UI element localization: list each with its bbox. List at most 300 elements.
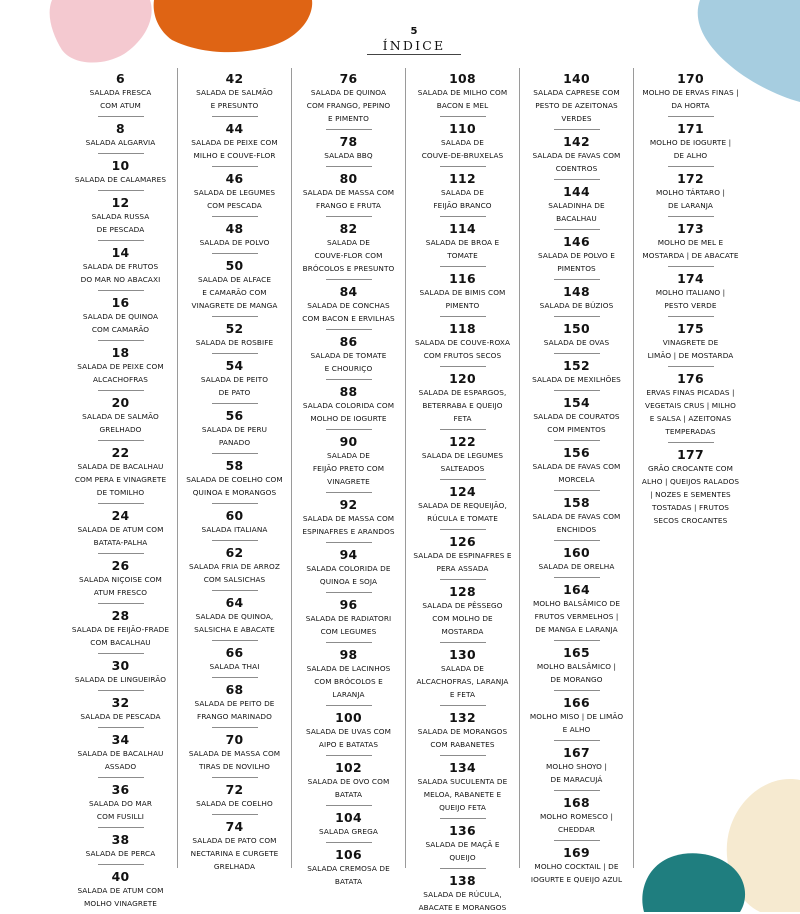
index-entry-page: 126 [449,534,476,549]
entry-separator [668,316,714,317]
index-entry [634,272,747,317]
index-entry-title-line: SALADA DE FEIJÃO-FRADE [71,625,170,634]
index-entry-title-line: SALADA DE MASSA COM [302,188,395,197]
index-column-4 [406,72,519,914]
index-entry-title-line: DE TOMILHO [96,488,145,497]
index-entry [520,235,633,280]
index-entry-title-line: FEIJÃO PRETO COM [312,464,385,473]
index-entry-title-line: MOLHO ROMESCO | [539,812,614,821]
index-entry-title-line: SALADA DE MAÇÃ E [425,840,500,849]
index-entry-page: 60 [225,508,244,523]
index-entry-page: 70 [225,732,244,747]
entry-separator [212,316,258,317]
index-entry-title-line: SECOS CROCANTES [653,516,728,525]
index-entry-page: 36 [111,782,130,797]
index-entry [178,72,291,117]
index-entry-title-line: LARANJA [332,690,365,699]
index-entry-title-line: ESPINAFRES E ARANDOS [302,527,395,536]
index-entry-title-line: SALADA DE CALAMARES [74,175,167,184]
entry-separator [326,842,372,843]
index-entry-title-line: SALADA DE FAVAS COM [532,151,621,160]
index-entry [64,870,177,910]
index-entry-title-line: SALADA FRESCA [89,88,152,97]
index-entry-title-line: MELOA, RABANETE E [423,790,502,799]
index-entry-page: 48 [225,221,244,236]
index-entry-title-line: | NOZES E SEMENTES [650,490,731,499]
index-entry-page: 150 [563,321,590,336]
index-entry [178,509,291,541]
index-entry-title-line: SALTEADOS [440,464,485,473]
index-entry-page: 64 [225,595,244,610]
index-entry [64,559,177,604]
index-entry-page: 98 [339,647,358,662]
index-entry [178,259,291,317]
index-entry-page: 100 [335,710,362,725]
index-entry [292,385,405,430]
index-entry [406,222,519,267]
index-entry-title-line: COENTROS [555,164,598,173]
index-entry-title-line: FETA [453,414,472,423]
entry-separator [212,403,258,404]
index-entry-title-line: FEIJÃO BRANCO [433,201,492,210]
entry-separator [326,642,372,643]
index-entry-page: 116 [449,271,476,286]
index-entry [292,498,405,543]
index-entry-title-line: COUVE-DE-BRUXELAS [421,151,504,160]
index-entry [292,848,405,888]
index-entry-title-line: MOLHO DE IOGURTE | [649,138,732,147]
index-entry-title-line: SALADA DE LEGUMES [421,451,504,460]
entry-separator [98,290,144,291]
entry-separator [440,166,486,167]
index-entry-title-line: TOMATE [447,251,478,260]
index-entry-title-line: BETERRABA E QUEIJO [422,401,503,410]
index-entry-page: 22 [111,445,130,460]
index-entry-page: 44 [225,121,244,136]
index-column-5 [520,72,633,886]
index-entry-page: 136 [449,823,476,838]
index-entry-page: 108 [449,71,476,86]
index-entry [64,296,177,341]
index-entry-title-line: SALADA DE BÚZIOS [539,301,614,310]
index-entry-title-line: BACON E MEL [436,101,489,110]
index-entry-page: 54 [225,358,244,373]
index-entry-page: 177 [677,447,704,462]
index-entry [64,122,177,154]
index-entry-page: 138 [449,873,476,888]
index-entry [406,172,519,217]
index-entry-title-line: MOLHO DE MEL E [657,238,724,247]
index-entry-title-line: SALADA DE PEIXE COM [77,362,164,371]
index-entry-title-line: SALADA DE MILHO COM [417,88,508,97]
index-entry [64,609,177,654]
index-entry [406,72,519,117]
entry-separator [554,179,600,180]
index-entry-title-line: SALADA DE COUVE-ROXA [414,338,511,347]
index-entry-title-line: SALADA ITALIANA [201,525,268,534]
index-entry [178,222,291,254]
index-entry [634,72,747,117]
index-entry-page: 84 [339,284,358,299]
entry-separator [212,677,258,678]
index-entry-page: 124 [449,484,476,499]
index-entry-title-line: SALADA DE MEXILHÕES [532,375,621,384]
index-entry-page: 152 [563,358,590,373]
entry-separator [98,440,144,441]
index-entry-page: 56 [225,408,244,423]
index-entry-title-line: IOGURTE E QUEIJO AZUL [530,875,623,884]
index-entry-title-line: MOSTARDA | DE ABACATE [642,251,739,260]
index-entry-title-line: SALADA DE BACALHAU [77,462,164,471]
index-entry-title-line: FRUTOS VERMELHOS | [534,612,619,621]
index-entry-page: 50 [225,258,244,273]
index-entry-title-line: PIMENTO [445,301,480,310]
index-entry-page: 156 [563,445,590,460]
page-title: ÍNDICE [382,38,446,53]
index-entry-title-line: SALADA DE POLVO E [538,251,615,260]
index-entry-page: 8 [116,121,125,136]
index-entry-page: 106 [335,847,362,862]
index-entry-title-line: SALADA CREMOSA DE [307,864,390,873]
index-entry [178,409,291,454]
index-entry [64,659,177,691]
index-entry-page: 88 [339,384,358,399]
index-entry [406,648,519,706]
index-entry-page: 122 [449,434,476,449]
index-entry-title-line: DE MARACUJÁ [550,775,603,784]
entry-separator [212,727,258,728]
index-entry-title-line: SALADA DE MORANGOS [417,727,508,736]
index-entry-title-line: E SALSA | AZEITONAS [649,414,732,423]
index-entry [64,696,177,728]
index-entry-page: 120 [449,371,476,386]
index-entry-page: 142 [563,134,590,149]
entry-separator [212,777,258,778]
index-entry [406,322,519,367]
index-entry-title-line: CHEDDAR [557,825,596,834]
index-entry [178,459,291,504]
entry-separator [668,366,714,367]
entry-separator [440,818,486,819]
index-entry-page: 146 [563,234,590,249]
entry-separator [98,864,144,865]
index-entry-title-line: DE ALHO [673,151,708,160]
entry-separator [98,340,144,341]
entry-separator [98,827,144,828]
index-entry-title-line: MOLHO BALSÂMICO | [536,662,617,671]
index-entry-page: 176 [677,371,704,386]
index-entry-title-line: SALADA DE SALMÃO [82,412,159,421]
index-entry-page: 62 [225,545,244,560]
index-entry-page: 144 [563,184,590,199]
index-entry-title-line: DA HORTA [671,101,710,110]
index-entry-title-line: E ALHO [562,725,591,734]
index-entry-title-line: ATUM FRESCO [93,588,148,597]
entry-separator [554,640,600,641]
index-entry [634,222,747,267]
index-entry [634,122,747,167]
index-entry-title-line: SALADA DE [441,664,484,673]
entry-separator [212,540,258,541]
index-entry [178,820,291,873]
index-entry [406,372,519,430]
index-entry-title-line: ERVAS FINAS PICADAS | [646,388,735,397]
index-entry-title-line: BATATA [334,877,363,886]
index-entry-page: 104 [335,810,362,825]
index-entry-title-line: COM PERA E VINAGRETE [74,475,167,484]
entry-separator [212,590,258,591]
index-entry-title-line: COM FRUTOS SECOS [423,351,502,360]
index-entry-title-line: SALADA DE ORELHA [538,562,615,571]
index-entry-page: 68 [225,682,244,697]
index-entry [406,585,519,643]
index-entry [64,246,177,291]
index-entry [634,372,747,443]
index-entry-page: 166 [563,695,590,710]
index-entry [406,874,519,914]
index-entry-title-line: VEGETAIS CRUS | MILHO [645,401,736,410]
index-entry-title-line: SALADA DE COURATOS [533,412,620,421]
entry-separator [440,868,486,869]
index-entry-title-line: BATATA-PALHA [93,538,148,547]
index-entry [178,783,291,815]
index-entry-title-line: SALADA DE RÚCULA, [423,890,502,899]
index-entry-title-line: PIMENTOS [557,264,596,273]
index-entry-title-line: BATATA [334,790,363,799]
index-entry-page: 158 [563,495,590,510]
index-entry-title-line: SALADA DE QUINOA [310,88,387,97]
index-entry-title-line: ALHO | QUEIJOS RALADOS [641,477,740,486]
index-entry [406,435,519,480]
index-entry-page: 42 [225,71,244,86]
index-entry-page: 171 [677,121,704,136]
index-entry-title-line: MOLHO MISO | DE LIMÃO [529,712,624,721]
entry-separator [98,603,144,604]
entry-separator [554,316,600,317]
index-entry [64,396,177,441]
index-entry-page: 46 [225,171,244,186]
index-entry-title-line: SALADA ALGARVIA [85,138,156,147]
entry-separator [326,592,372,593]
index-entry-title-line: COM PESCADA [207,201,262,210]
index-entry-page: 12 [111,195,130,210]
index-entry-page: 74 [225,819,244,834]
entry-separator [440,266,486,267]
index-entry-page: 52 [225,321,244,336]
index-entry-title-line: SALADA DE PÊSSEGO [422,601,503,610]
index-entry-title-line: DE MANGA E LARANJA [535,625,618,634]
index-entry-page: 168 [563,795,590,810]
index-entry-title-line: SALADA DE BIMIS COM [419,288,506,297]
index-entry [178,546,291,591]
index-entry [406,761,519,819]
index-entry [520,359,633,391]
index-entry-title-line: SALADA DE ATUM COM [77,525,164,534]
index-entry-title-line: SALADA DE PERCA [85,849,156,858]
index-entry-title-line: SALADA DE PEIXE COM [191,138,278,147]
index-entry-page: 173 [677,221,704,236]
index-column-6 [634,72,747,527]
entry-separator [554,490,600,491]
index-entry [178,322,291,354]
index-entry-title-line: SALADA DE [441,188,484,197]
index-entry-title-line: MOLHO VINAGRETE [83,899,158,908]
index-entry-title-line: SALADA DO MAR [88,799,153,808]
index-entry-title-line: MOSTARDA [441,627,484,636]
index-entry-title-line: MOLHO DE ERVAS FINAS | [642,88,739,97]
index-entry-title-line: COM BACON E ERVILHAS [302,314,395,323]
index-entry [178,172,291,217]
entry-separator [440,642,486,643]
index-entry-page: 154 [563,395,590,410]
entry-separator [212,116,258,117]
index-entry-title-line: SALADA COLORIDA DE [306,564,391,573]
index-entry [520,696,633,741]
index-entry-title-line: RÚCULA E TOMATE [427,514,498,523]
index-entry [520,496,633,541]
index-entry-page: 172 [677,171,704,186]
entry-separator [98,727,144,728]
entry-separator [326,166,372,167]
index-entry-title-line: SALADA DE OVAS [543,338,610,347]
index-entry-title-line: QUEIJO FETA [439,803,486,812]
index-entry [178,359,291,404]
index-column-2 [178,72,291,873]
index-entry-title-line: COM BACALHAU [90,638,151,647]
entry-separator [98,690,144,691]
entry-separator [98,653,144,654]
entry-separator [326,279,372,280]
entry-separator [554,353,600,354]
index-entry-title-line: QUINOA E MORANGOS [192,488,277,497]
index-entry-title-line: SALADA DE FRUTOS [82,262,159,271]
index-entry-title-line: PESTO VERDE [664,301,717,310]
index-column-1 [64,72,177,910]
entry-separator [98,190,144,191]
page-number: 5 [410,26,418,37]
index-entry-title-line: E PRESUNTO [210,101,259,110]
index-entry-page: 6 [116,71,125,86]
entry-separator [554,279,600,280]
index-entry-title-line: SALADA COLORIDA COM [302,401,395,410]
entry-separator [440,479,486,480]
index-entry-title-line: MOLHO TÁRTARO | [655,188,726,197]
index-entry-title-line: SALADA DE PATO COM [192,836,277,845]
index-entry-page: 66 [225,645,244,660]
index-entry [64,446,177,504]
index-entry [292,435,405,493]
index-entry-title-line: SALADA DE LACINHOS [306,664,391,673]
index-entry-title-line: SALADA DE QUINOA, [195,612,274,621]
index-entry-title-line: QUINOA E SOJA [319,577,378,586]
entry-separator [326,329,372,330]
index-entry-title-line: SALADA DE CONCHAS [307,301,390,310]
index-entry-title-line: SALADA DE [327,451,370,460]
index-entry-page: 175 [677,321,704,336]
index-entry [292,222,405,280]
index-entry-title-line: SALADA DE COELHO COM [186,475,283,484]
index-entry-page: 86 [339,334,358,349]
entry-separator [326,805,372,806]
index-entry-title-line: GRELHADA [213,862,256,871]
index-entry-title-line: SALADA DE PERU [201,425,268,434]
index-entry-title-line: COUVE-FLOR COM [314,251,383,260]
entry-separator [668,442,714,443]
index-entry-title-line: AIPO E BATATAS [318,740,379,749]
index-entry-title-line: DO MAR NO ABACAXI [80,275,161,284]
index-entry [520,72,633,130]
index-entry-title-line: SALADA DE MASSA COM [302,514,395,523]
index-entry [292,285,405,330]
index-entry [292,335,405,380]
index-entry [520,285,633,317]
index-entry-page: 32 [111,695,130,710]
index-entry-page: 26 [111,558,130,573]
index-entry [520,646,633,691]
index-entry-page: 165 [563,645,590,660]
entry-separator [440,529,486,530]
index-column-3 [292,72,405,888]
index-entry-title-line: SALADA DE LEGUMES [193,188,276,197]
index-entry-title-line: COM FRANGO, PEPINO [306,101,391,110]
index-entry-title-line: SALADA DE COELHO [196,799,273,808]
index-entry [634,448,747,527]
index-entry-title-line: QUEIJO [449,853,476,862]
index-entry-title-line: SALADA RUSSA [91,212,150,221]
index-entry-title-line: ALCACHOFRAS [92,375,149,384]
index-entry-title-line: SALADA DE [327,238,370,247]
entry-separator [98,116,144,117]
entry-separator [440,429,486,430]
index-entry-title-line: SALADA DE ALFACE [197,275,272,284]
index-entry-title-line: SALADA DE ATUM COM [77,886,164,895]
index-entry-page: 112 [449,171,476,186]
index-entry-title-line: SALADA DE UVAS COM [305,727,392,736]
index-entry-page: 28 [111,608,130,623]
index-entry-page: 174 [677,271,704,286]
entry-separator [326,705,372,706]
entry-separator [326,129,372,130]
entry-separator [98,240,144,241]
entry-separator [326,379,372,380]
index-entry-title-line: SALADA DE ESPARGOS, [418,388,507,397]
index-entry-page: 92 [339,497,358,512]
entry-separator [440,366,486,367]
entry-separator [98,153,144,154]
index-entry [292,135,405,167]
index-entry-title-line: SALSICHA E ABACATE [194,625,275,634]
index-entry-page: 160 [563,545,590,560]
index-entry-title-line: COM BRÓCOLOS E [314,677,383,686]
index-entry-title-line: FRANGO E FRUTA [316,201,381,210]
index-entry-title-line: VINAGRETE [327,477,370,486]
index-entry [292,72,405,130]
entry-separator [212,453,258,454]
index-entry-title-line: SALADA DE [441,138,484,147]
entry-separator [554,129,600,130]
index-entry [520,796,633,841]
index-entry [292,811,405,843]
index-entry [520,135,633,180]
index-entry-page: 102 [335,760,362,775]
index-entry-page: 164 [563,582,590,597]
index-entry-title-line: SALADA DE TOMATE [310,351,387,360]
index-entry [292,598,405,643]
index-entry-title-line: COM MOLHO DE [432,614,493,623]
entry-separator [326,755,372,756]
index-entry-title-line: LIMÃO | DE MOSTARDA [647,351,734,360]
index-entry-title-line: SALADA GREGA [319,827,378,836]
